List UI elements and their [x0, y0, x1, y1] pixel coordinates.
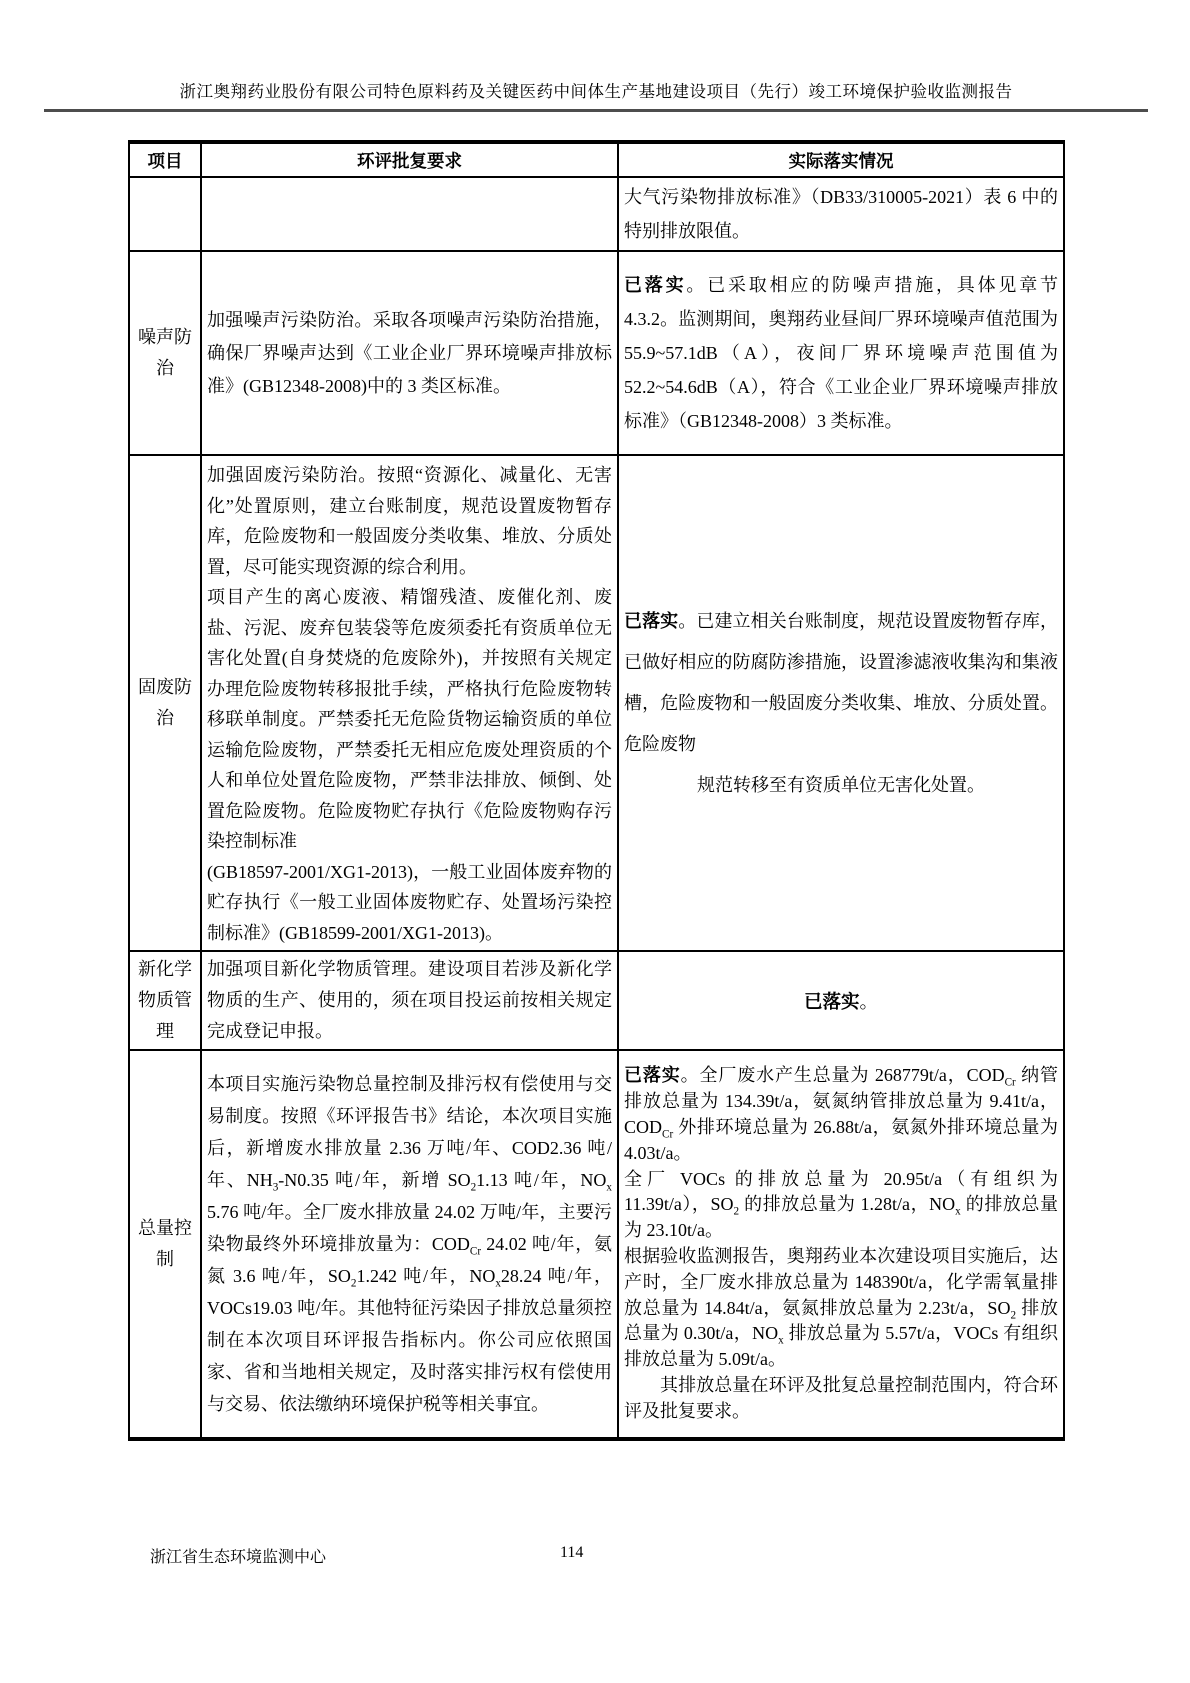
- table-header-row: [129, 142, 1064, 177]
- cell-new-chemical-item: 新化学物质管理: [129, 951, 201, 1050]
- footer-org-name: 浙江省生态环境监测中心: [150, 1549, 327, 1566]
- cell-noise-item: 噪声防治: [129, 251, 201, 455]
- row-new-chemical: [129, 951, 1064, 1050]
- cell-total-control-requirement: 本项目实施污染物总量控制及排污权有偿使用与交易制度。按照《环评报告书》结论，本次项目实施后，新增废水排放量 2.36 万吨/年、COD2.36 吨/年、$NH_3-N0.35$ 吨/年，新增 $SO_21.13$ 吨/年，$NO_x$ 5.76 吨/年。全厂废水排放量 24.02 万吨/年，主要污染物最终外环境排放量为：$COD_{Cr}$ 24.02 吨/年，氨氮 3.6 吨/年，$SO_21.242$ 吨/年，$NO_x28.24$ 吨/年，VOCs19.03 吨/年。其他特征污染因子排放总量须控制在本次项目环评报告指标内。你公司应依照国家、省和当地相关规定，及时落实排污权有偿使用与交易、依法缴纳环境保护税等相关事宜。: [201, 1050, 618, 1439]
- cell-solid-waste-implementation: 已落实。已建立相关台账制度，规范设置废物暂存库，已做好相应的防腐防渗措施，设置渗滤液收集沟和集液槽，危险废物和一般固废分类收集、堆放、分质处置。危险废物 规范转移至有资质单位无害化处置。: [618, 455, 1064, 951]
- cell-carryover-requirement: [201, 177, 618, 251]
- cell-solid-waste-requirement: 加强固废污染防治。按照“资源化、减量化、无害化”处置原则，建立台账制度，规范设置废物暂存库，危险废物和一般固废分类收集、堆放、分质处置，尽可能实现资源的综合利用。 项目产生的离心废液、精馏残渣、废催化剂、废盐、污泥、废弃包装袋等危废须委托有资质单位无害化处置(自身焚烧的危废除外)，并按照有关规定办理危险废物转移报批手续，严格执行危险废物转移联单制度。严禁委托无危险货物运输资质的单位运输危险废物，严禁委托无相应危废处理资质的个人和单位处置危险废物，严禁非法排放、倾倒、处置危险废物。危险废物贮存执行《危险废物购存污染控制标准 (GB18597-2001/XG1-2013)，一般工业固体废弃物的贮存执行《一般工业固体废物贮存、处置场污染控制标准》(GB18599-2001/XG1-2013)。: [201, 455, 618, 951]
- cell-new-chemical-implementation: 已落实。: [618, 951, 1064, 1050]
- cell-carryover-item: [129, 177, 201, 251]
- footer-page-number: 114: [560, 1544, 584, 1561]
- cell-total-control-implementation: 已落实。全厂废水产生总量为 268779t/a，$COD_{Cr}$ 纳管排放总量为 134.39t/a，氨氮纳管排放总量为 9.41t/a，$COD_{Cr}$ 外排环境总量为 26.88t/a，氨氮外排环境总量为 4.03t/a。 全厂 VOCs 的排放总量为 20.95t/a（有组织为 11.39t/a），$SO_2$ 的排放总量为 1.28t/a，$NO_x$ 的排放总量为 23.10t/a。 根据验收监测报告，奥翔药业本次建设项目实施后，达产时，全厂废水排放总量为 148390t/a，化学需氧量排放总量为 14.84t/a，氨氮排放总量为 2.23t/a，$SO_2$ 排放总量为 0.30t/a，$NO_x$ 排放总量为 5.57t/a，VOCs 有组织排放总量为 5.09t/a。 其排放总量在环评及批复总量控制范围内，符合环评及批复要求。: [618, 1050, 1064, 1439]
- cell-noise-implementation: 已落实。已采取相应的防噪声措施，具体见章节 4.3.2。监测期间，奥翔药业昼间厂界环境噪声值范围为 55.9~57.1dB（A），夜间厂界环境噪声范围值为 52.2~54.6dB（A），符合《工业企业厂界环境噪声排放标准》（GB12348-2008）3 类标准。: [618, 251, 1064, 455]
- col-header-requirement: 环评批复要求: [201, 142, 618, 177]
- col-header-implementation: 实际落实情况: [618, 142, 1064, 177]
- eia-approval-table: [128, 140, 1065, 1441]
- row-noise-control: [129, 251, 1064, 455]
- row-carryover: [129, 177, 1064, 251]
- cell-solid-waste-item: 固废防治: [129, 455, 201, 951]
- document-header-title: 浙江奥翔药业股份有限公司特色原料药及关键医药中间体生产基地建设项目（先行）竣工环境保护验收监测报告: [44, 78, 1148, 112]
- row-total-control: [129, 1050, 1064, 1439]
- cell-carryover-implementation: 大气污染物排放标准》（DB33/310005-2021）表 6 中的特别排放限值。: [618, 177, 1064, 251]
- row-solid-waste: [129, 455, 1064, 951]
- cell-noise-requirement: 加强噪声污染防治。采取各项噪声污染防治措施，确保厂界噪声达到《工业企业厂界环境噪声排放标准》(GB12348-2008)中的 3 类区标准。: [201, 251, 618, 455]
- cell-new-chemical-requirement: 加强项目新化学物质管理。建设项目若涉及新化学物质的生产、使用的，须在项目投运前按相关规定完成登记申报。: [201, 951, 618, 1050]
- cell-total-control-item: 总量控制: [129, 1050, 201, 1439]
- col-header-item: 项目: [129, 142, 201, 177]
